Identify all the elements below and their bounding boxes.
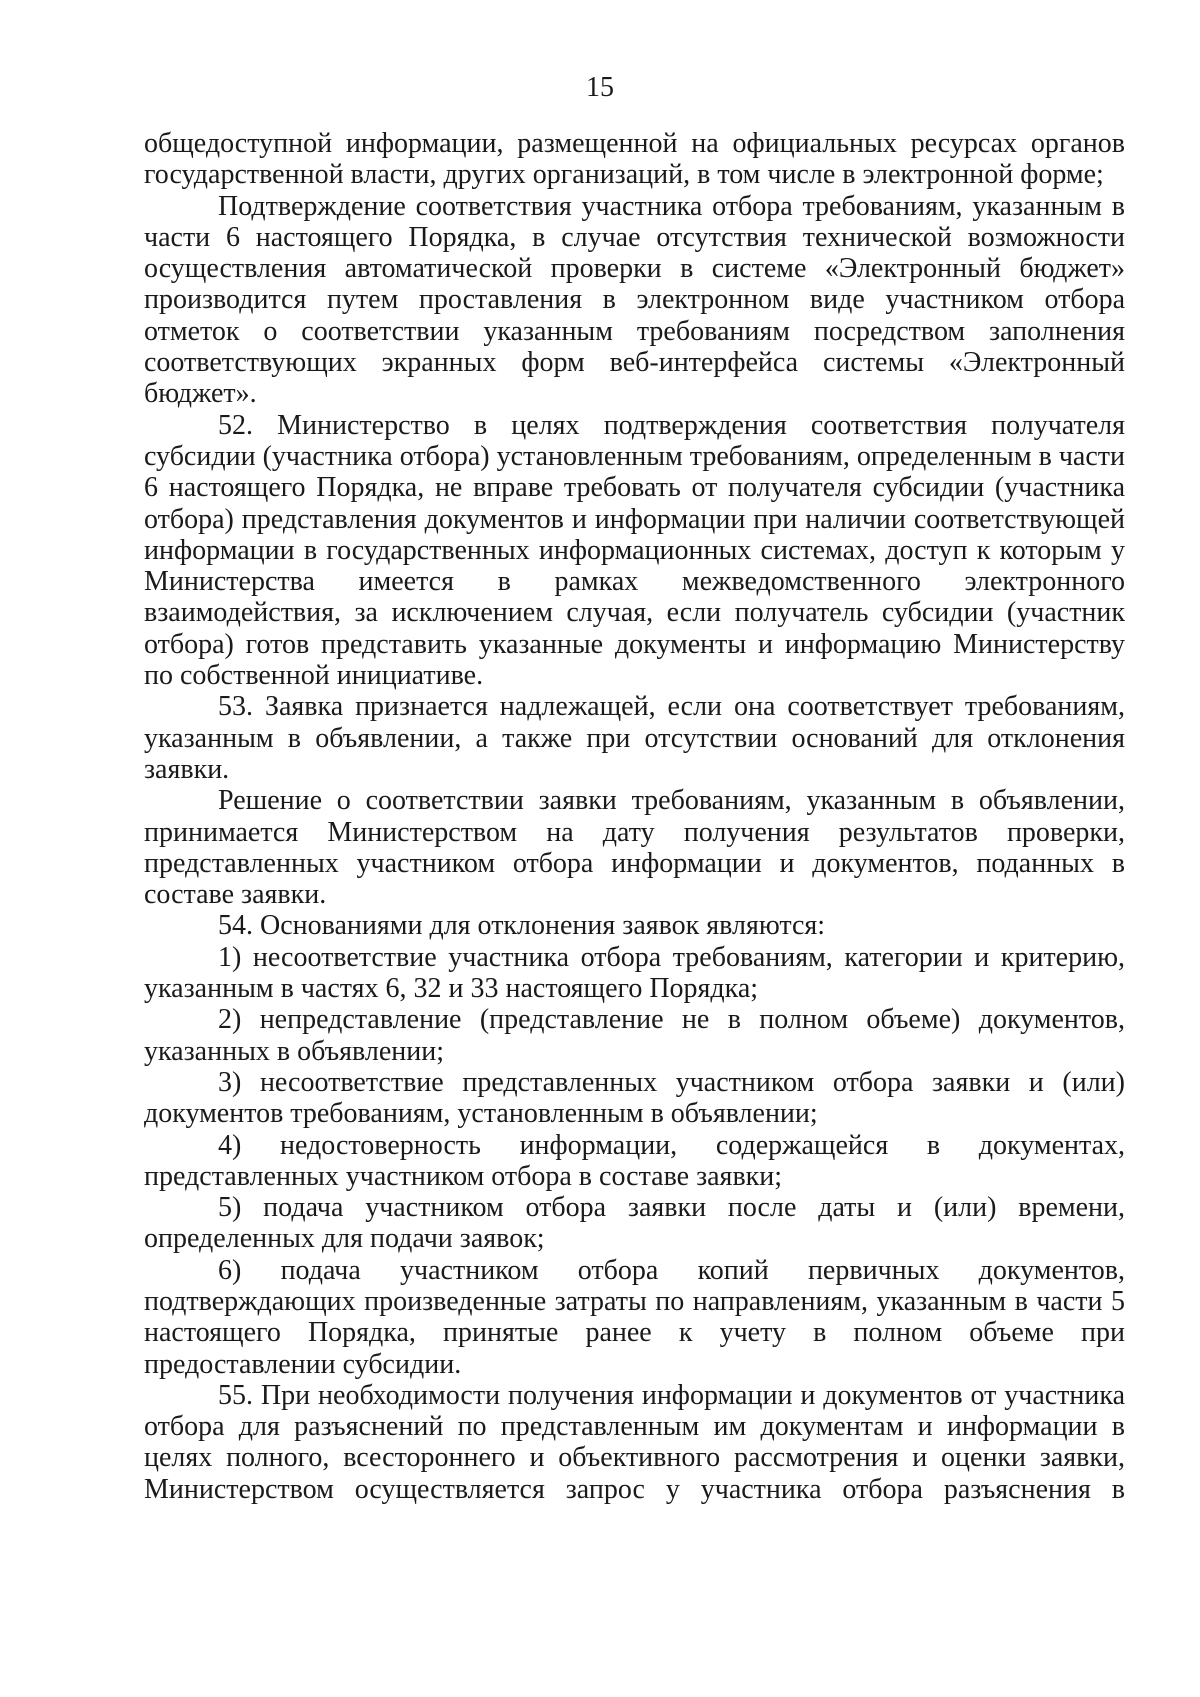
paragraph: 52. Министерство в целях подтверждения соответствия получателя субсидии (участника отбора) установленным требованиям, определенным в части 6 настоящего Порядка, не вправе требовать от получателя субсидии (участника отбора) представления документов и информации при наличии соответствующей информации в государственных информационных системах, доступ к которым у Министерства имеется в рамках межведомственного электронного взаимодействия, за исключением случая, если получатель субсидии (участник отбора) готов представить указанные документы и информацию Министерству по собственной инициативе. — [144, 409, 1125, 692]
paragraph: 55. При необходимости получения информации и документов от участника отбора для разъяснений по представленным им документам и информации в целях полного, всестороннего и объективного рассмотрения и оценки заявки, Министерством осуществляется запрос у участника отбора разъяснения в — [144, 1379, 1125, 1505]
page-number: 15 — [586, 72, 614, 103]
paragraph: 3) несоответствие представленных участником отбора заявки и (или) документов требованиям, установленным в объявлении; — [144, 1066, 1125, 1130]
paragraph: 54. Основаниями для отклонения заявок являются: — [218, 910, 826, 942]
paragraph: Решение о соответствии заявки требованиям, указанным в объявлении, принимается Министерством на дату получения результатов проверки, представленных участником отбора информации и документов, поданных в составе заявки. — [144, 785, 1125, 911]
paragraph: 5) подача участником отбора заявки после даты и (или) времени, определенных для подачи заявок; — [144, 1192, 1125, 1255]
paragraph: Подтверждение соответствия участника отбора требованиям, указанным в части 6 настоящего Порядка, в случае отсутствия технической возможности осуществления автоматической проверки в системе «Электронный бюджет» производится путем проставления в электронном виде участником отбора отметок о соответствии указанным требованиям посредством заполнения соответствующих экранных форм веб-интерфейса системы «Электронный бюджет». — [144, 190, 1125, 410]
paragraph: 1) несоответствие участника отбора требованиям, категории и критерию, указанным в частях 6, 32 и 33 настоящего Порядка; — [144, 941, 1125, 1005]
paragraph: общедоступной информации, размещенной на официальных ресурсах органов государственной власти, других организаций, в том числе в электронной форме; — [144, 128, 1125, 191]
document-body — [144, 128, 1125, 1505]
paragraph: 53. Заявка признается надлежащей, если она соответствует требованиям, указанным в объявлении, а также при отсутствии оснований для отклонения заявки. — [144, 691, 1125, 785]
paragraph: 2) непредставление (представление не в полном объеме) документов, указанных в объявлении; — [144, 1004, 1125, 1067]
paragraph: 6) подача участником отбора копий первичных документов, подтверждающих произведенные затраты по направлениям, указанным в части 5 настоящего Порядка, принятые ранее к учету в полном объеме при предоставлении субсидии. — [144, 1254, 1125, 1380]
paragraph: 4) недостоверность информации, содержащейся в документах, представленных участником отбора в составе заявки; — [144, 1129, 1125, 1192]
